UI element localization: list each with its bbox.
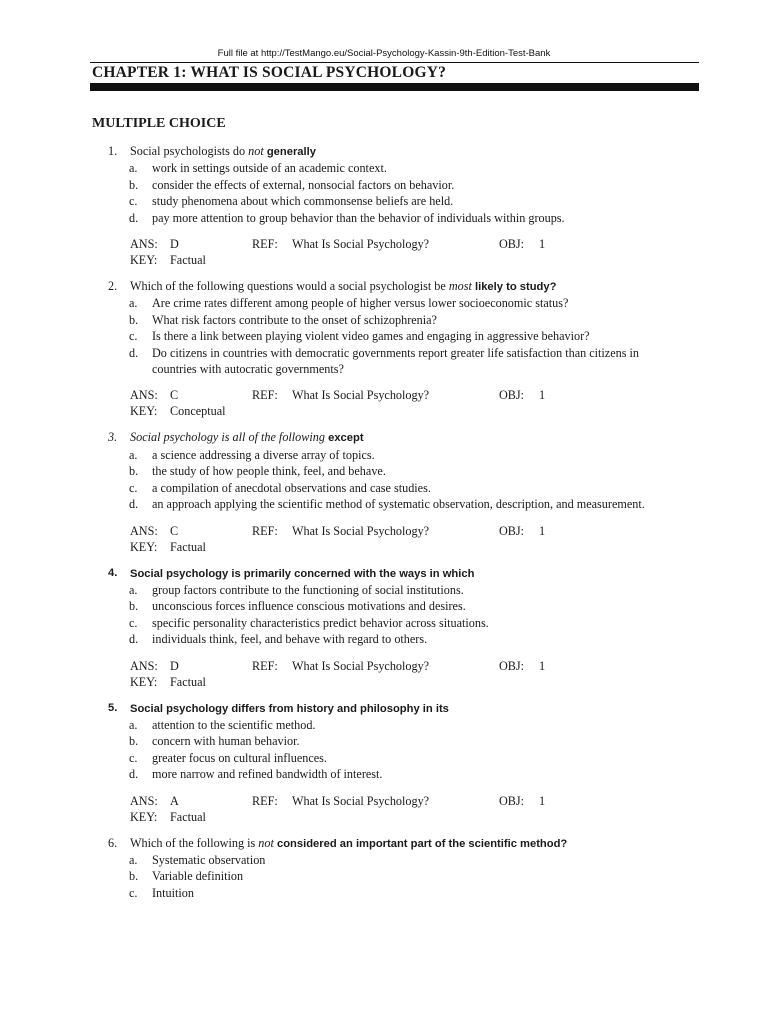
metadata-row xyxy=(130,793,768,809)
ref-value: What Is Social Psychology? xyxy=(292,793,430,808)
option-letter: d. xyxy=(129,767,139,782)
question-number: 6. xyxy=(108,835,118,850)
metadata-row xyxy=(130,523,768,539)
question-number: 4. xyxy=(108,566,118,579)
answer-option xyxy=(0,750,648,766)
stem-text: Social psychology differs from history and philosophy in its xyxy=(130,702,449,715)
metadata-row xyxy=(130,658,768,674)
ans-value: D xyxy=(170,658,179,673)
obj-label: OBJ: xyxy=(499,388,525,403)
key-label: KEY: xyxy=(130,539,158,554)
option-letter: c. xyxy=(129,329,138,344)
option-text: Is there a link between playing violent video games and engaging in aggressive behavior? xyxy=(152,329,590,344)
key-value: Factual xyxy=(170,253,206,268)
option-letter: a. xyxy=(129,582,138,597)
option-letter: a. xyxy=(129,447,138,462)
option-letter: c. xyxy=(129,885,138,900)
option-text: unconscious forces influence conscious motivations and desires. xyxy=(152,599,466,614)
ref-label: REF: xyxy=(252,658,278,673)
ans-value: C xyxy=(170,388,179,403)
answer-option xyxy=(0,733,648,749)
ans-label: ANS: xyxy=(130,388,158,403)
metadata-row xyxy=(130,252,768,268)
option-letter: c. xyxy=(129,194,138,209)
key-value: Factual xyxy=(170,674,206,689)
ref-label: REF: xyxy=(252,793,278,808)
stem-text: except xyxy=(324,432,364,445)
stem-text: Social psychologists do xyxy=(130,144,249,158)
stem-text: considered an important part of the scientific method? xyxy=(273,837,568,850)
question-stem xyxy=(0,835,768,852)
answer-option xyxy=(0,885,648,901)
question-stem xyxy=(0,429,768,446)
option-letter: b. xyxy=(129,599,139,614)
option-text: consider the effects of external, nonsocial factors on behavior. xyxy=(152,177,455,192)
option-text: concern with human behavior. xyxy=(152,734,300,749)
answer-option xyxy=(0,766,648,782)
answer-option xyxy=(0,598,648,614)
obj-label: OBJ: xyxy=(499,523,525,538)
question-number: 1. xyxy=(108,144,118,158)
answer-option xyxy=(0,312,648,328)
answer-options xyxy=(0,852,768,901)
option-text: individuals think, feel, and behave with regard to others. xyxy=(152,632,428,647)
option-text: specific personality characteristics predict behavior across situations. xyxy=(152,615,489,630)
answer-options xyxy=(0,447,768,513)
key-label: KEY: xyxy=(130,809,158,824)
answer-option xyxy=(0,631,648,647)
key-label: KEY: xyxy=(130,674,158,689)
ref-value: What Is Social Psychology? xyxy=(292,658,430,673)
option-letter: c. xyxy=(129,480,138,495)
question-number: 5. xyxy=(108,701,118,714)
answer-option xyxy=(0,210,648,226)
option-letter: b. xyxy=(129,869,139,884)
option-letter: b. xyxy=(129,177,139,192)
option-letter: a. xyxy=(129,852,138,867)
answer-option xyxy=(0,177,648,193)
answer-option xyxy=(0,496,648,512)
key-label: KEY: xyxy=(130,404,158,419)
answer-option xyxy=(0,447,648,463)
key-label: KEY: xyxy=(130,253,158,268)
answer-option xyxy=(0,717,648,733)
top-rule xyxy=(90,62,699,63)
option-text: group factors contribute to the functioning of social institutions. xyxy=(152,582,464,597)
stem-text: most xyxy=(448,279,472,294)
obj-value: 1 xyxy=(539,793,546,808)
answer-metadata xyxy=(0,236,768,268)
key-value: Conceptual xyxy=(170,404,226,419)
ref-label: REF: xyxy=(252,388,278,403)
option-letter: d. xyxy=(129,632,139,647)
question-item xyxy=(0,143,768,268)
question-item xyxy=(0,278,768,419)
title-rule xyxy=(90,83,699,91)
metadata-row xyxy=(130,403,768,419)
obj-value: 1 xyxy=(539,237,546,252)
option-text: more narrow and refined bandwidth of interest. xyxy=(152,767,383,782)
key-value: Factual xyxy=(170,809,206,824)
question-stem xyxy=(0,278,768,295)
option-text: work in settings outside of an academic context. xyxy=(152,161,387,176)
question-item xyxy=(0,565,768,690)
question-item xyxy=(0,700,768,825)
answer-option xyxy=(0,480,648,496)
option-letter: b. xyxy=(129,734,139,749)
obj-label: OBJ: xyxy=(499,237,525,252)
option-letter: c. xyxy=(129,615,138,630)
metadata-row xyxy=(130,539,768,555)
obj-label: OBJ: xyxy=(499,658,525,673)
option-text: a compilation of anecdotal observations and case studies. xyxy=(152,480,431,495)
question-item xyxy=(0,429,768,554)
question-number: 3. xyxy=(108,430,118,445)
option-text: a science addressing a diverse array of topics. xyxy=(152,447,375,462)
ref-label: REF: xyxy=(252,523,278,538)
ref-value: What Is Social Psychology? xyxy=(292,523,430,538)
stem-text: generally xyxy=(263,146,316,158)
answer-option xyxy=(0,463,648,479)
option-text: Variable definition xyxy=(152,869,244,884)
ref-value: What Is Social Psychology? xyxy=(292,388,430,403)
answer-option xyxy=(0,852,648,868)
option-letter: d. xyxy=(129,345,139,360)
option-text: study phenomena about which commonsense beliefs are held. xyxy=(152,194,454,209)
option-text: an approach applying the scientific method of systematic observation, description, and measurement. xyxy=(152,497,645,512)
question-stem xyxy=(0,700,768,717)
metadata-row xyxy=(130,674,768,690)
metadata-row xyxy=(130,236,768,252)
question-stem xyxy=(0,143,768,160)
option-letter: b. xyxy=(129,464,139,479)
answer-option xyxy=(0,160,648,176)
ref-label: REF: xyxy=(252,237,278,252)
stem-text: Social psychology is primarily concerned with the ways in which xyxy=(130,567,475,580)
stem-text: Which of the following is xyxy=(130,835,259,850)
answer-option xyxy=(0,295,648,311)
option-text: the study of how people think, feel, and behave. xyxy=(152,464,386,479)
chapter-title: CHAPTER 1: WHAT IS SOCIAL PSYCHOLOGY? xyxy=(92,64,447,81)
question-stem xyxy=(0,565,768,582)
question-list xyxy=(0,143,768,911)
option-letter: a. xyxy=(129,717,138,732)
ans-value: C xyxy=(170,523,179,538)
obj-label: OBJ: xyxy=(499,793,525,808)
answer-options xyxy=(0,717,768,783)
answer-metadata xyxy=(0,658,768,690)
ans-label: ANS: xyxy=(130,523,158,538)
answer-options xyxy=(0,295,768,377)
metadata-row xyxy=(130,809,768,825)
question-number: 2. xyxy=(108,279,118,294)
option-text: pay more attention to group behavior than the behavior of individuals within groups. xyxy=(152,210,565,225)
option-letter: b. xyxy=(129,312,139,327)
section-heading: MULTIPLE CHOICE xyxy=(92,116,226,131)
option-letter: d. xyxy=(129,210,139,225)
option-letter: c. xyxy=(129,750,138,765)
answer-option xyxy=(0,582,648,598)
answer-options xyxy=(0,160,768,226)
key-value: Factual xyxy=(170,539,206,554)
stem-text: not xyxy=(248,144,264,158)
ans-label: ANS: xyxy=(130,237,158,252)
option-text: Do citizens in countries with democratic governments report greater life satisfaction than citizens in countries with autocratic governments? xyxy=(152,345,639,377)
answer-option xyxy=(0,328,648,344)
stem-text: Which of the following questions would a social psychologist be xyxy=(130,279,449,294)
answer-option xyxy=(0,193,648,209)
question-item xyxy=(0,835,768,902)
option-text: attention to the scientific method. xyxy=(152,717,316,732)
stem-text: Social psychology is all of the following xyxy=(130,430,325,445)
ans-value: A xyxy=(170,793,179,808)
obj-value: 1 xyxy=(539,658,546,673)
stem-text: not xyxy=(258,835,274,850)
answer-option xyxy=(0,868,648,884)
obj-value: 1 xyxy=(539,388,546,403)
ref-value: What Is Social Psychology? xyxy=(292,237,430,252)
obj-value: 1 xyxy=(539,523,546,538)
option-text: Are crime rates different among people of higher versus lower socioeconomic status? xyxy=(152,296,569,311)
option-letter: d. xyxy=(129,497,139,512)
option-letter: a. xyxy=(129,296,138,311)
ans-label: ANS: xyxy=(130,793,158,808)
option-text: Intuition xyxy=(152,885,194,900)
answer-option xyxy=(0,615,648,631)
option-text: Systematic observation xyxy=(152,852,266,867)
option-text: greater focus on cultural influences. xyxy=(152,750,327,765)
answer-metadata xyxy=(0,523,768,555)
option-letter: a. xyxy=(129,161,138,176)
answer-options xyxy=(0,582,768,648)
ans-label: ANS: xyxy=(130,658,158,673)
answer-option xyxy=(0,345,648,378)
answer-metadata xyxy=(0,387,768,419)
metadata-row xyxy=(130,387,768,403)
option-text: What risk factors contribute to the onset of schizophrenia? xyxy=(152,312,437,327)
ans-value: D xyxy=(170,237,179,252)
answer-metadata xyxy=(0,793,768,825)
stem-text: likely to study? xyxy=(471,281,557,294)
header-note: Full file at http://TestMango.eu/Social-Psychology-Kassin-9th-Edition-Test-Bank xyxy=(217,48,551,59)
